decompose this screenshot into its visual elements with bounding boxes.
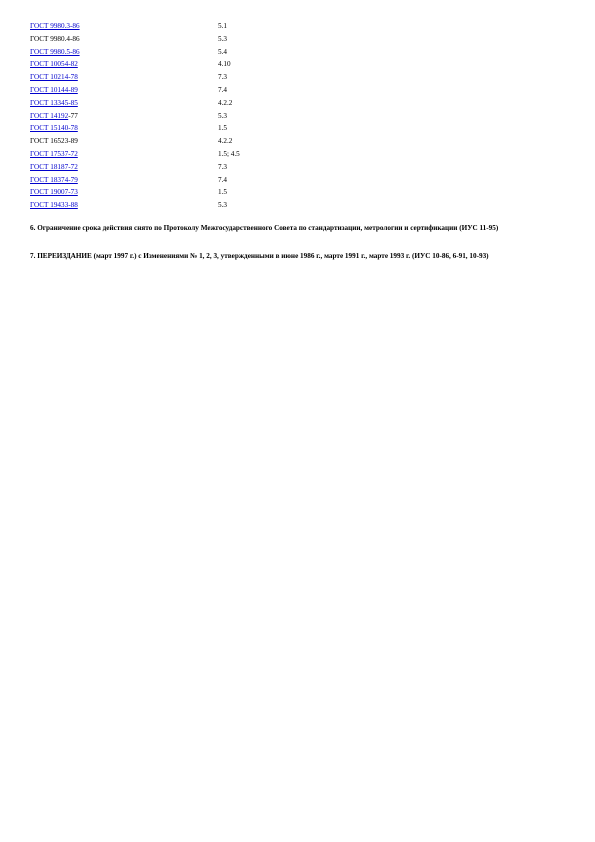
clause-number-cell: 7.3	[218, 73, 227, 82]
standard-year-suffix: -77	[68, 111, 78, 120]
note-item-7: 7. ПЕРЕИЗДАНИЕ (март 1997 г.) с Изменениями № 1, 2, 3, утвержденными в июне 1986 г., марте 1991 г., марте 1993 г. (ИУС 10-86, 6-91, 10-93)	[30, 252, 489, 260]
standard-designation-cell	[30, 33, 218, 46]
clause-number-cell: 1.5; 4.5	[218, 149, 240, 158]
clause-number-cell: 5.1	[218, 22, 227, 30]
standard-designation-cell	[30, 161, 218, 174]
table-row	[30, 46, 338, 59]
clause-number-cell: 5.3	[218, 34, 227, 43]
standard-designation: ГОСТ 16523-89	[30, 137, 78, 146]
standard-designation-cell	[30, 135, 218, 148]
table-row	[30, 174, 338, 187]
table-row	[30, 20, 338, 33]
clause-number-cell: 7.4	[218, 175, 227, 184]
standard-designation-cell	[30, 84, 218, 97]
table-row	[30, 122, 338, 135]
table-row	[30, 161, 338, 174]
table-row	[30, 58, 338, 71]
standard-link[interactable]: ГОСТ 9980.5-86	[30, 47, 80, 56]
standard-link[interactable]: ГОСТ 19433-88	[30, 201, 78, 210]
standard-link[interactable]: ГОСТ 17537-72	[30, 149, 78, 158]
clause-number-cell: 5.3	[218, 111, 227, 120]
standard-link[interactable]: ГОСТ 18374-79	[30, 175, 78, 184]
table-row	[30, 71, 338, 84]
standard-designation-cell	[30, 71, 218, 84]
table-row	[30, 135, 338, 148]
standard-designation-cell	[30, 148, 218, 161]
referenced-standards-body	[30, 20, 338, 212]
standard-designation-cell	[30, 199, 218, 212]
table-row	[30, 186, 338, 199]
standard-link[interactable]: ГОСТ 10054-82	[30, 60, 78, 69]
clause-number-cell: 7.4	[218, 85, 227, 94]
clause-number-cell: 4.2.2	[218, 98, 233, 107]
standard-link[interactable]: ГОСТ 9980.3-86	[30, 22, 80, 30]
standard-link[interactable]: ГОСТ 10214-78	[30, 73, 78, 82]
clause-number-cell: 1.5	[218, 124, 227, 133]
standard-designation-cell	[30, 46, 218, 59]
standard-link[interactable]: ГОСТ 19007-73	[30, 188, 78, 197]
standard-designation-cell	[30, 20, 218, 33]
clause-number-cell: 1.5	[218, 188, 227, 197]
note-item-6: 6. Ограничение срока действия снято по Протоколу Межгосударственного Совета по стандартизации, метрологии и сертификации (ИУС 11-95)	[30, 224, 499, 232]
table-row	[30, 84, 338, 97]
standard-designation-cell	[30, 122, 218, 135]
standard-designation-cell	[30, 97, 218, 110]
table-row	[30, 110, 338, 123]
clause-number-cell: 5.3	[218, 201, 227, 210]
table-row	[30, 97, 338, 110]
clause-number-cell: 4.10	[218, 60, 231, 69]
standard-link[interactable]: ГОСТ 14192	[30, 111, 69, 120]
clause-number-cell: 5.4	[218, 47, 227, 56]
standard-link[interactable]: ГОСТ 13345-85	[30, 98, 78, 107]
table-row	[30, 199, 338, 212]
clause-number-cell: 4.2.2	[218, 137, 233, 146]
table-row	[30, 148, 338, 161]
standard-designation: ГОСТ 9980.4-86	[30, 34, 80, 43]
standard-designation-cell	[30, 110, 218, 123]
standard-link[interactable]: ГОСТ 18187-72	[30, 162, 78, 171]
standard-designation-cell	[30, 58, 218, 71]
standard-designation-cell	[30, 174, 218, 187]
standard-link[interactable]: ГОСТ 15140-78	[30, 124, 78, 133]
referenced-standards-table	[30, 20, 338, 212]
standard-link[interactable]: ГОСТ 10144-89	[30, 85, 78, 94]
standard-designation-cell	[30, 186, 218, 199]
table-row	[30, 33, 338, 46]
clause-number-cell: 7.3	[218, 162, 227, 171]
